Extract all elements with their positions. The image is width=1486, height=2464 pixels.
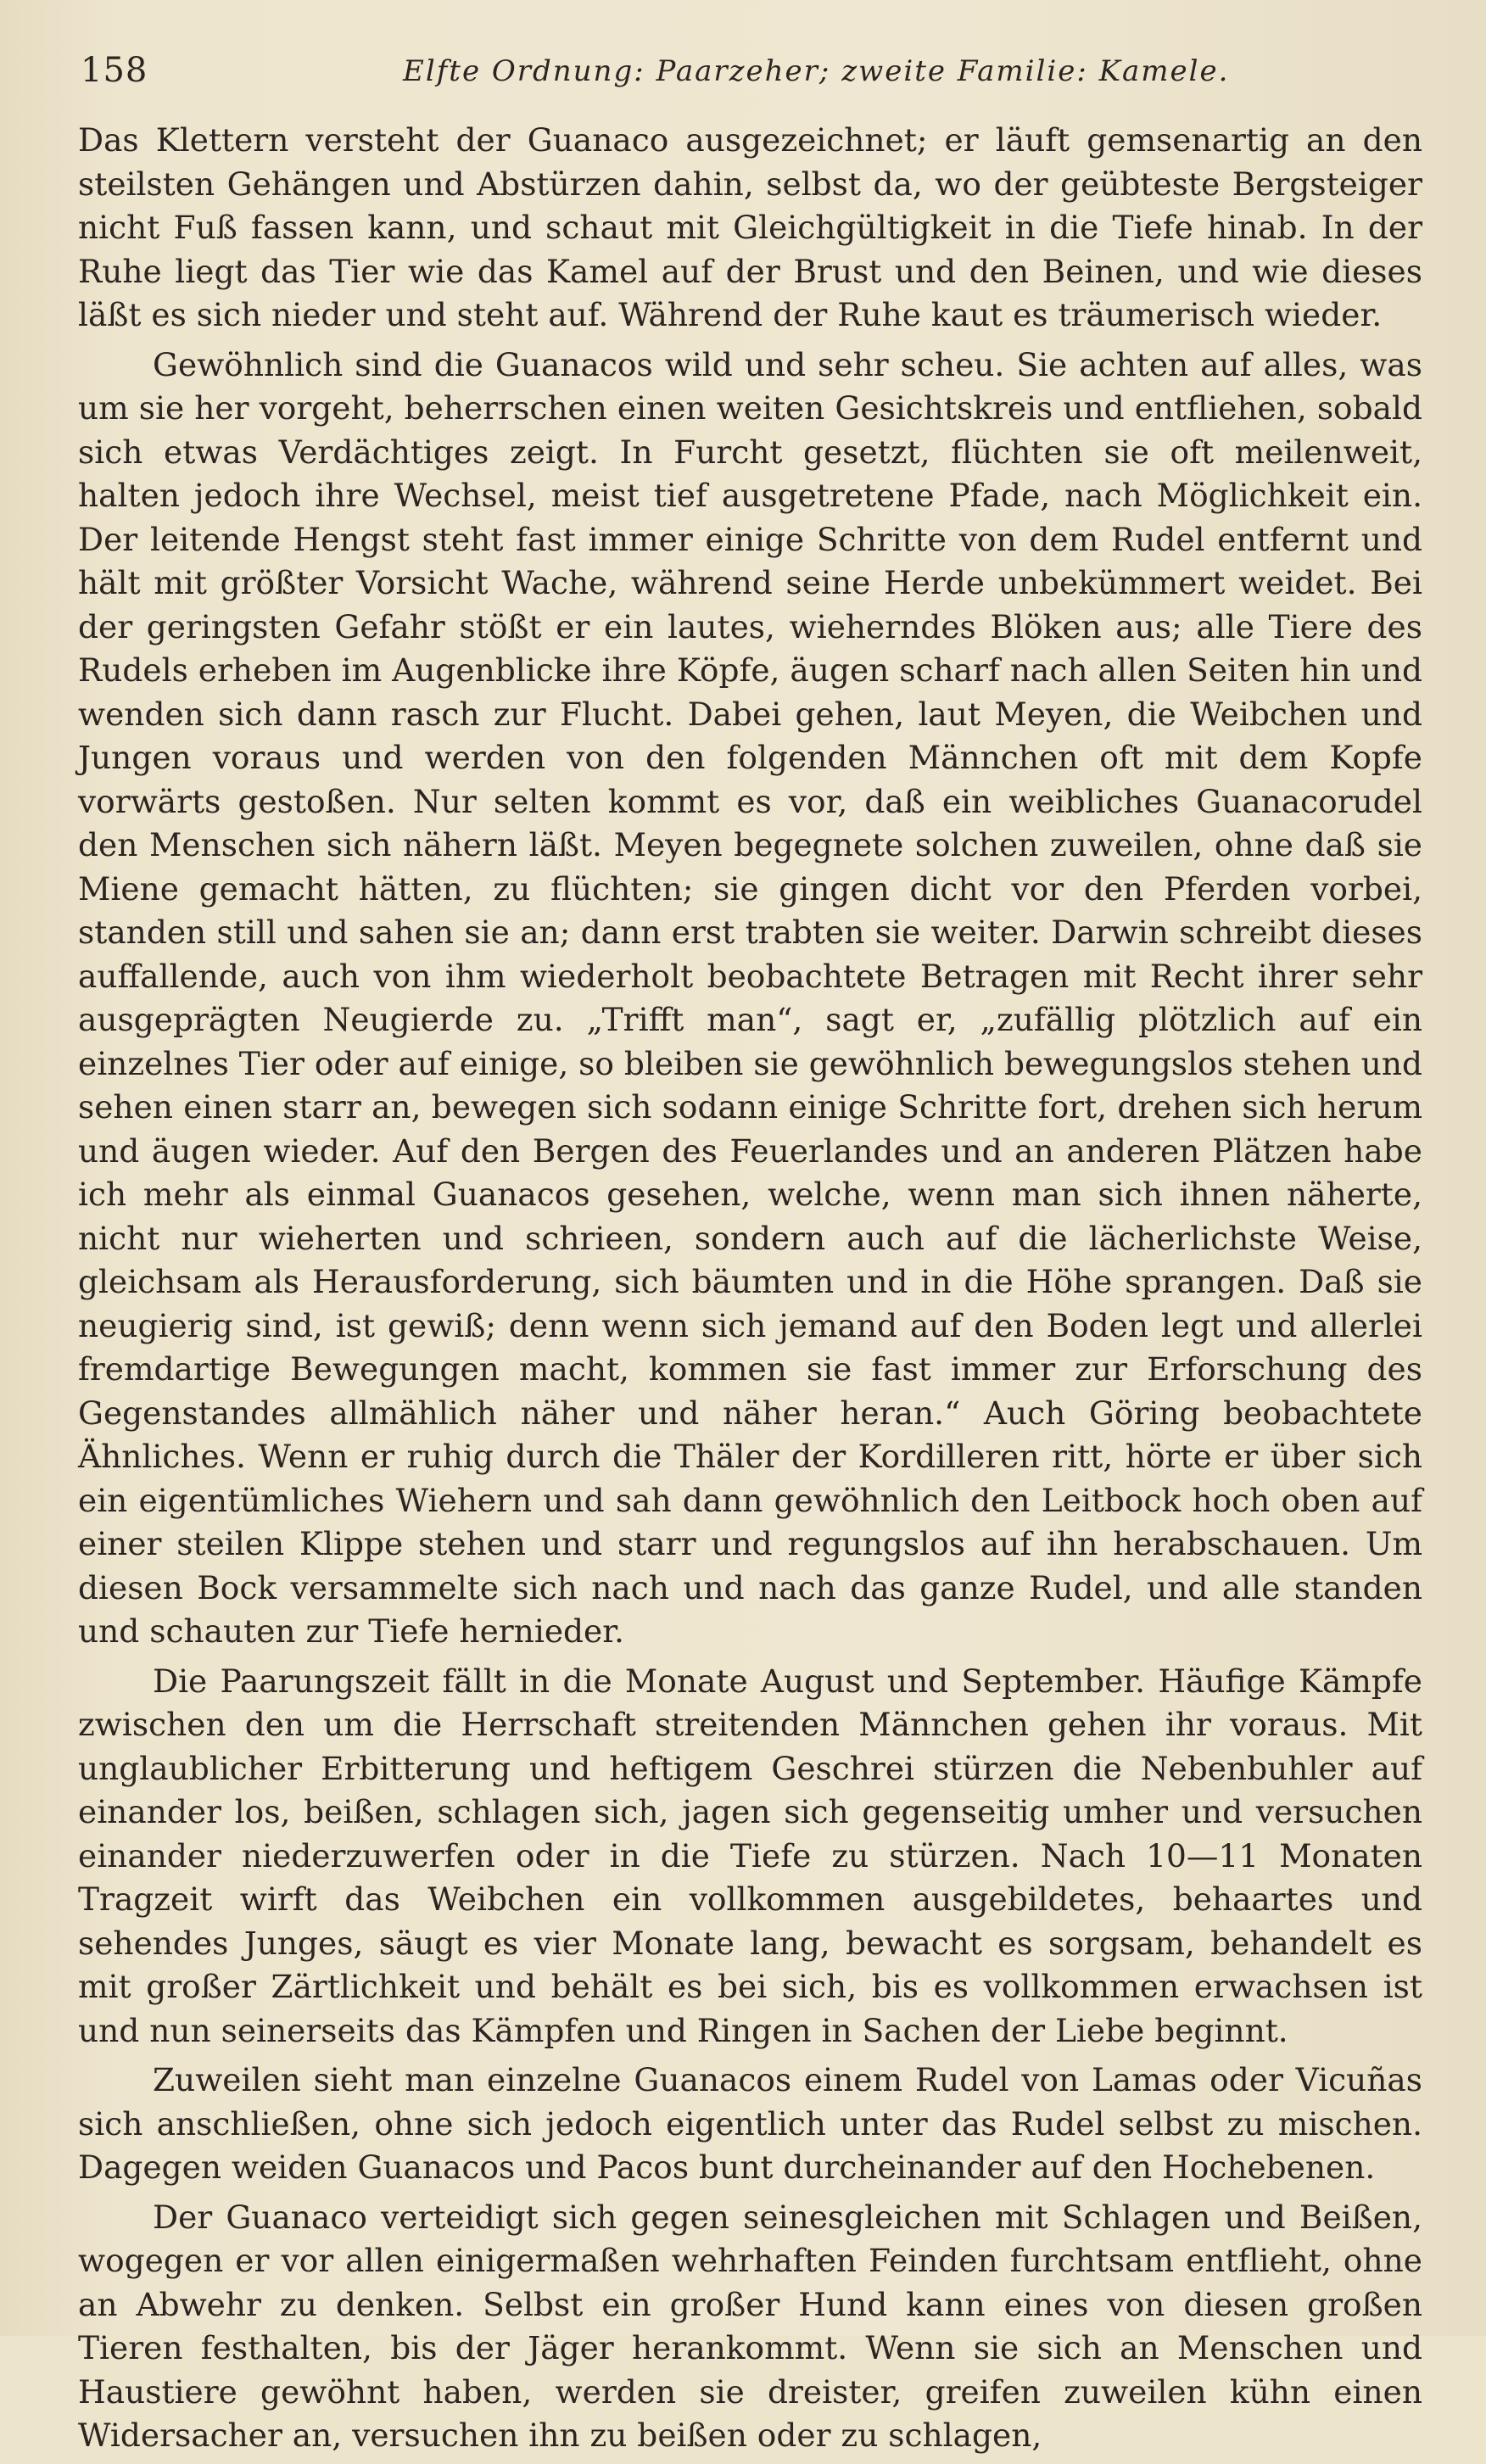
running-title: Elfte Ordnung: Paarzeher; zweite Familie: Kamele. <box>403 54 1230 88</box>
page-header <box>81 44 1421 95</box>
paragraph-climbing: Das Klettern versteht der Guanaco ausgezeichnet; er läuft gemsenartig an den steilsten Gehängen und Abstürzen dahin, selbst da, wo der geübteste Bergsteiger nicht Fuß fassen kann, und schaut mit Gleichgültigkeit in die Tiefe hinab. In der Ruhe liegt das Tier wie das Kamel auf der Brust und den Beinen, und wie dieses läßt es sich nieder und steht auf. Während der Ruhe kaut es träumerisch wieder. <box>78 121 1422 333</box>
page-number: 158 <box>81 51 148 90</box>
body-text <box>78 119 1422 2464</box>
paragraph-herds: Zuweilen sieht man einzelne Guanacos einem Rudel von Lamas oder Vicuñas sich anschließen, ohne sich jedoch eigentlich unter das Rudel selbst zu mischen. Dagegen weiden Guanacos und Pacos bunt durcheinander auf den Hochebenen. <box>78 2061 1422 2186</box>
paragraph-defense: Der Guanaco verteidigt sich gegen seinesgleichen mit Schlagen und Beißen, wogegen er vor allen einigermaßen wehrhaften Feinden furchtsam entflieht, ohne an Abwehr zu denken. Selbst ein großer Hund kann eines von diesen großen Tieren festhalten, bis der Jäger herankommt. Wenn sie sich an Menschen und Haustiere gewöhnt haben, werden sie dreister, greifen zuweilen kühn einen Widersacher an, versuchen ihn zu beißen oder zu schlagen, <box>78 2198 1422 2454</box>
paragraph-behavior: Gewöhnlich sind die Guanacos wild und sehr scheu. Sie achten auf alles, was um sie her vorgeht, beherrschen einen weiten Gesichtskreis und entfliehen, sobald sich etwas Verdächtiges zeigt. In Furcht gesetzt, flüchten sie oft meilenweit, halten jedoch ihre Wechsel, meist tief ausgetretene Pfade, nach Möglichkeit ein. Der leitende Hengst steht fast immer einige Schritte von dem Rudel entfernt und hält mit größter Vorsicht Wache, während seine Herde unbekümmert weidet. Bei der geringsten Gefahr stößt er ein lautes, wieherndes Blöken aus; alle Tiere des Rudels erheben im Augenblicke ihre Köpfe, äugen scharf nach allen Seiten hin und wenden sich dann rasch zur Flucht. Dabei gehen, laut Meyen, die Weibchen und Jungen voraus und werden von den folgenden Männchen oft mit dem Kopfe vorwärts gestoßen. Nur selten kommt es vor, daß ein weibliches Guanacorudel den Menschen sich nähern läßt. Meyen begegnete solchen zuweilen, ohne daß sie Miene gemacht hätten, zu flüchten; sie gingen dicht vor den Pferden vorbei, standen still und sahen sie an; dann erst trabten sie weiter. Darwin schreibt dieses auffallende, auch von ihm wiederholt beobachtete Betragen mit Recht ihrer sehr ausgeprägten Neugierde zu. „Trifft man“, sagt er, „zufällig plötzlich auf ein einzelnes Tier oder auf einige, so bleiben sie gewöhnlich bewegungslos stehen und sehen einen starr an, bewegen sich sodann einige Schritte fort, drehen sich herum und äugen wieder. Auf den Bergen des Feuerlandes und an anderen Plätzen habe ich mehr als einmal Guanacos gesehen, welche, wenn man sich ihnen näherte, nicht nur wieherten und schrieen, sondern auch auf die lächerlichste Weise, gleichsam als Herausforderung, sich bäumten und in die Höhe sprangen. Daß sie neugierig sind, ist gewiß; denn wenn sich jemand auf den Boden legt und allerlei fremdartige Bewegungen macht, kommen sie fast immer zur Erforschung des Gegenstandes allmählich näher und näher heran.“ Auch Göring beobachtete Ähnliches. Wenn er ruhig durch die Thäler der Kordilleren ritt, hörte er über sich ein eigentümliches Wiehern und sah dann gewöhnlich den Leitbock hoch oben auf einer steilen Klippe stehen und starr und regungslos auf ihn herabschauen. Um diesen Bock versammelte sich nach und nach das ganze Rudel, und alle standen und schauten zur Tiefe hernieder. <box>78 345 1422 1650</box>
paragraph-mating: Die Paarungszeit fällt in die Monate August und September. Häufige Kämpfe zwischen den um die Herrschaft streitenden Männchen gehen ihr voraus. Mit unglaublicher Erbitterung und heftigem Geschrei stürzen die Nebenbuhler auf einander los, beißen, schlagen sich, jagen sich gegenseitig umher und versuchen einander niederzuwerfen oder in die Tiefe zu stürzen. Nach 10—11 Monaten Tragzeit wirft das Weibchen ein vollkommen ausgebildetes, behaartes und sehendes Junges, säugt es vier Monate lang, bewacht es sorgsam, behandelt es mit großer Zärtlichkeit und behält es bei sich, bis es vollkommen erwachsen ist und nun seinerseits das Kämpfen und Ringen in Sachen der Liebe beginnt. <box>78 1662 1422 2049</box>
